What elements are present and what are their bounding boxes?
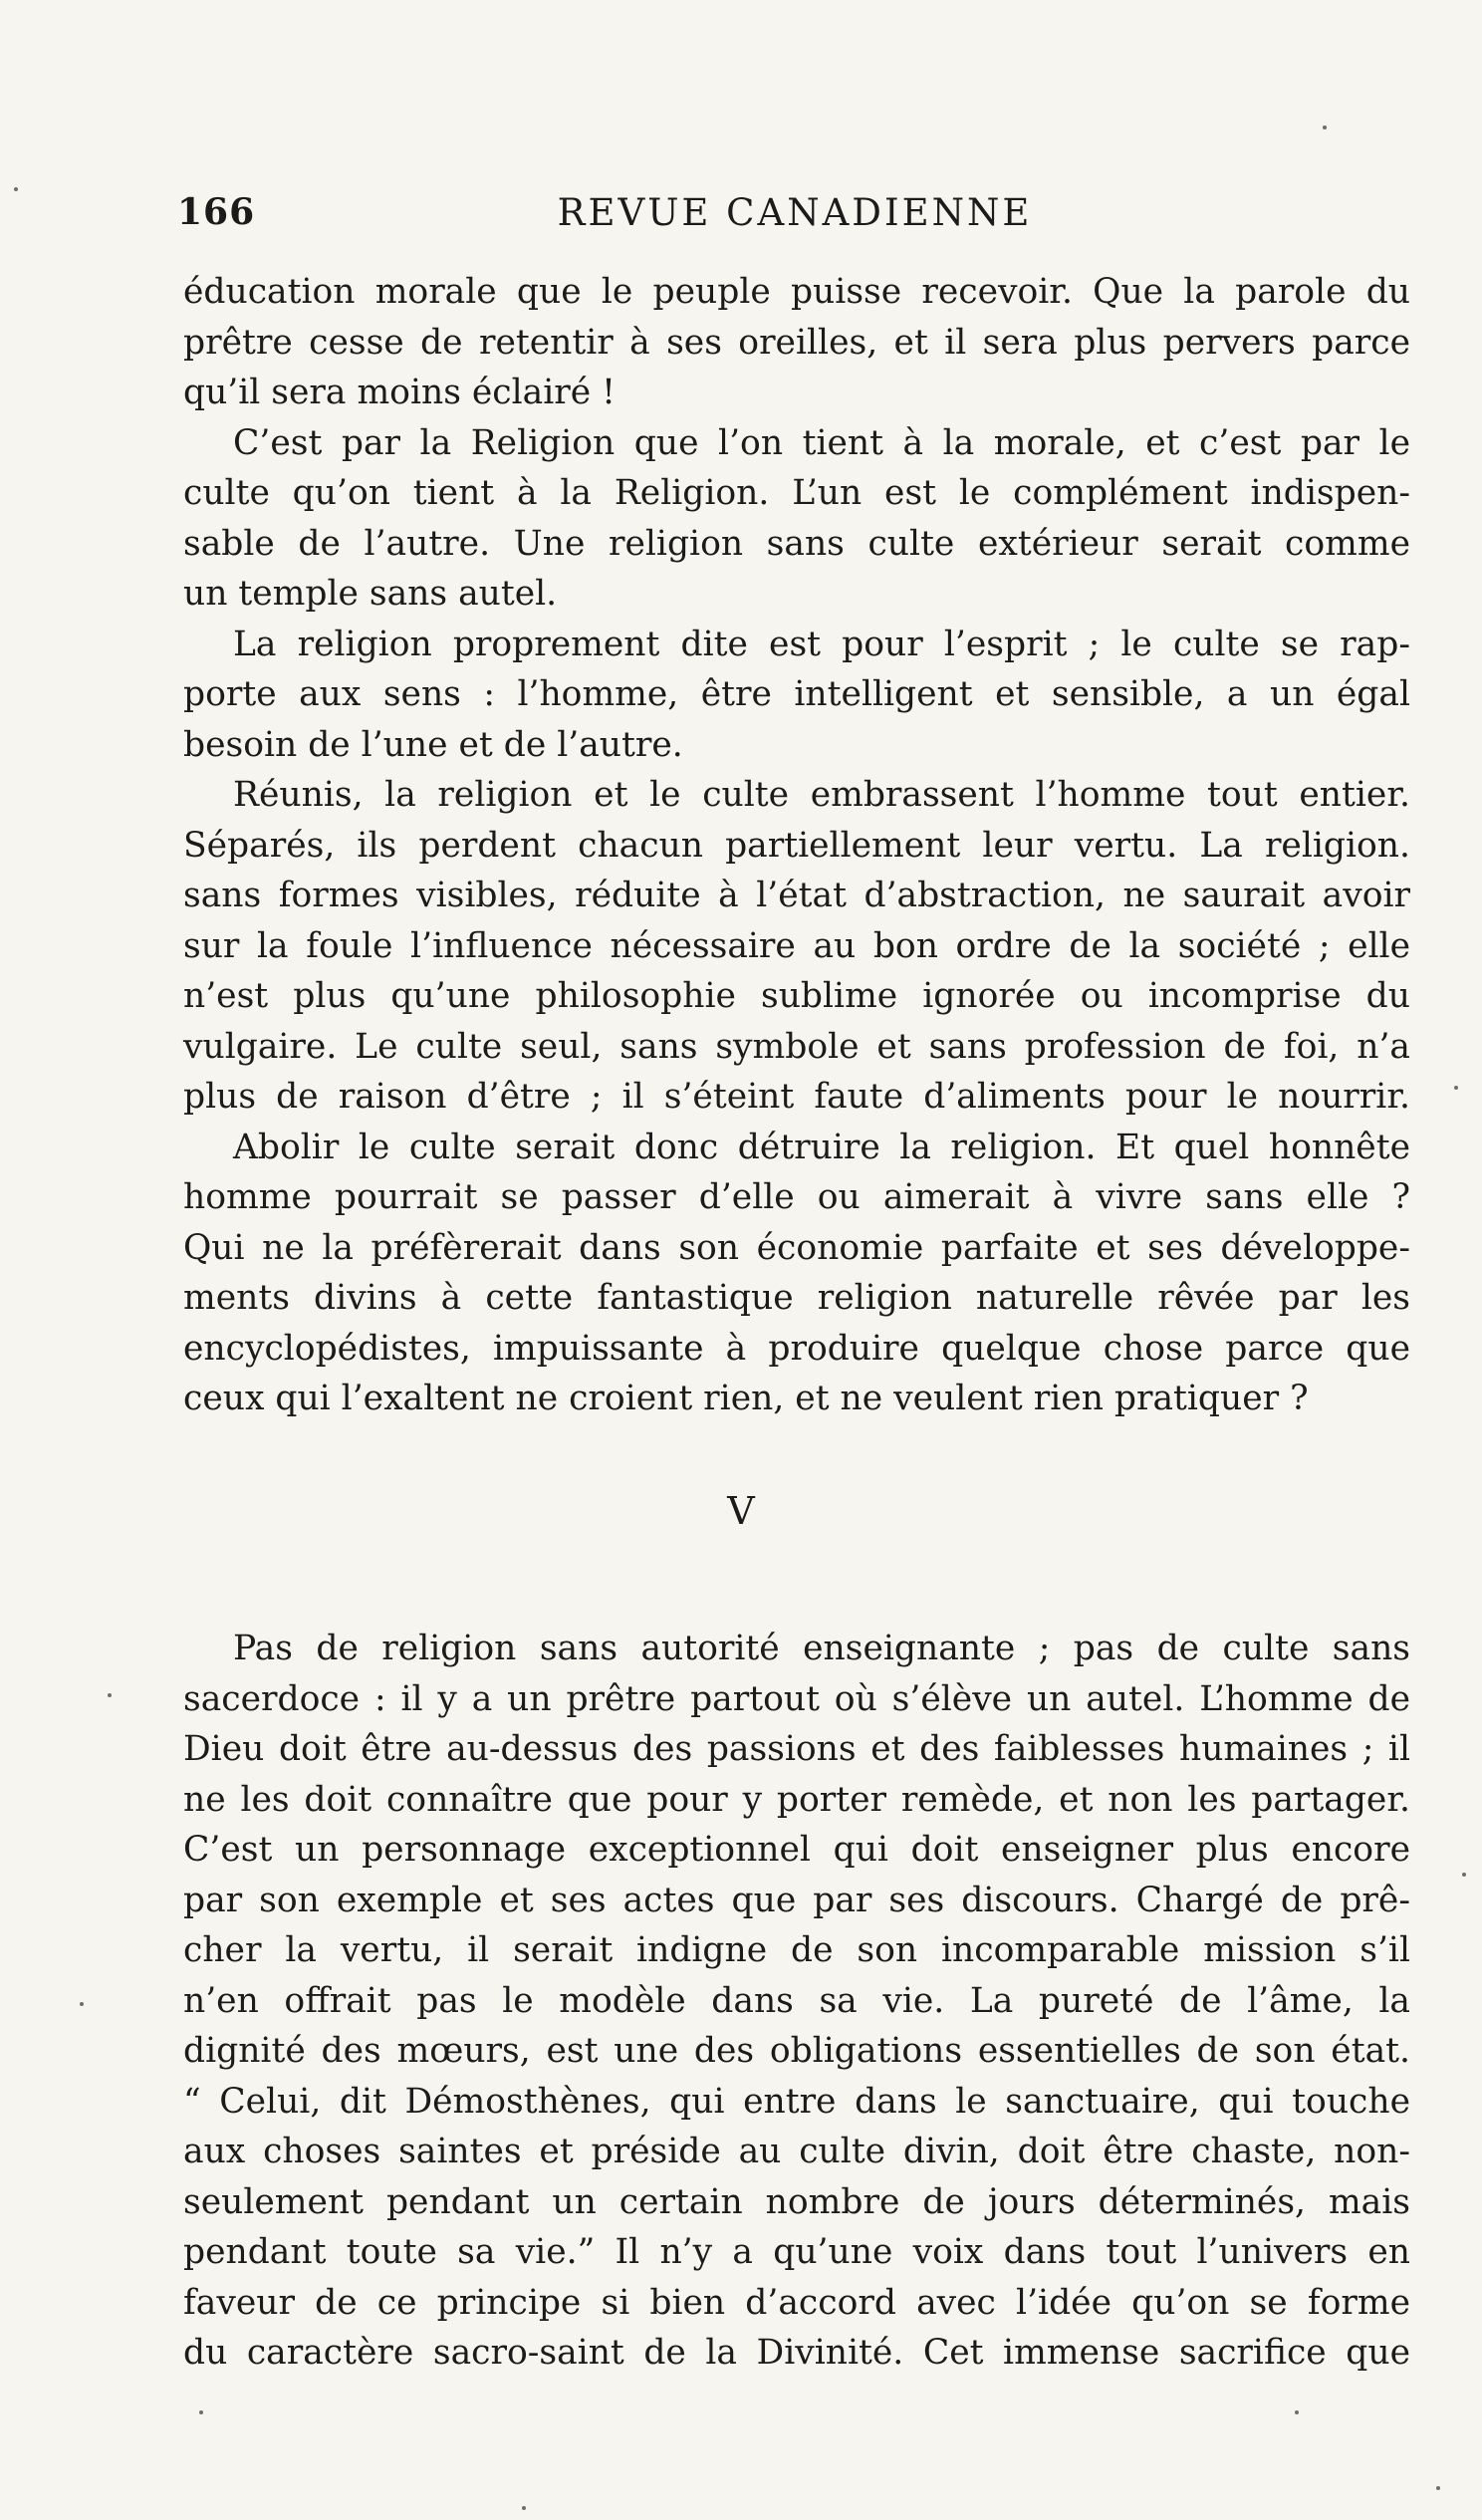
text-line: faveur de ce principe si bien d’accord avec l’idée qu’on se forme	[183, 2282, 1410, 2323]
text-line: homme pourrait se passer d’elle ou aimerait à vivre sans elle ?	[183, 1177, 1410, 1217]
text-line: par son exemple et ses actes que par ses discours. Chargé de prê-	[183, 1880, 1410, 1920]
page-number: 166	[177, 191, 256, 233]
scan-speck	[108, 1693, 112, 1697]
text-line: “ Celui, dit Démosthènes, qui entre dans le sanctuaire, qui touche	[183, 2081, 1410, 2122]
scan-speck	[14, 187, 18, 191]
text-line: besoin de l’une et de l’autre.	[183, 724, 683, 765]
text-line: cher la vertu, il serait indigne de son incomparable mission s’il	[183, 1930, 1410, 1970]
text-line: Réunis, la religion et le culte embrassent l’homme tout entier.	[233, 775, 1410, 815]
text-line: n’est plus qu’une philosophie sublime ignorée ou incomprise du	[183, 976, 1410, 1016]
text-line: sacerdoce : il y a un prêtre partout où s’élève un autel. L’homme de	[183, 1678, 1410, 1719]
text-line: ne les doit connaître que pour y porter remède, et non les partager.	[183, 1779, 1410, 1820]
scan-speck	[1436, 2486, 1440, 2490]
text-line: Abolir le culte serait donc détruire la religion. Et quel honnête	[233, 1127, 1410, 1167]
text-line: Qui ne la préfèrerait dans son économie parfaite et ses développe-	[183, 1227, 1410, 1268]
scan-speck	[1323, 126, 1327, 129]
text-line: encyclopédistes, impuissante à produire quelque chose parce que	[183, 1328, 1410, 1369]
text-line: aux choses saintes et préside au culte divin, doit être chaste, non-	[183, 2132, 1410, 2171]
text-line: du caractère sacro-saint de la Divinité. Cet immense sacrifice que	[183, 2333, 1410, 2373]
text-line: dignité des mœurs, est une des obligations essentielles de son état.	[183, 2031, 1410, 2071]
text-line: ments divins à cette fantastique religion naturelle rêvée par les	[183, 1278, 1410, 1318]
text-line: plus de raison d’être ; il s’éteint faute d’aliments pour le nourrir.	[183, 1077, 1410, 1117]
section-numeral: V	[727, 1489, 755, 1533]
scan-speck	[1462, 1873, 1466, 1877]
text-line: C’est par la Religion que l’on tient à la morale, et c’est par le	[233, 422, 1410, 463]
text-line: n’en offrait pas le modèle dans sa vie. La pureté de l’âme, la	[183, 1980, 1410, 2021]
text-line: C’est un personnage exceptionnel qui doit enseigner plus encore	[183, 1830, 1410, 1870]
text-line: porte aux sens : l’homme, être intelligent et sensible, a un égal	[183, 674, 1410, 714]
text-line: culte qu’on tient à la Religion. L’un est le complément indispen-	[183, 473, 1410, 513]
text-line: sur la foule l’influence nécessaire au bon ordre de la société ; elle	[183, 925, 1410, 966]
text-line: un temple sans autel.	[183, 574, 558, 614]
text-line: vulgaire. Le culte seul, sans symbole et sans profession de foi, n’a	[183, 1026, 1410, 1067]
scan-speck	[1454, 1086, 1458, 1090]
text-line: ceux qui l’exaltent ne croient rien, et ne veulent rien pratiquer ?	[183, 1379, 1309, 1418]
text-block-2	[183, 1624, 1410, 2379]
text-line: La religion proprement dite est pour l’esprit ; le culte se rap-	[233, 624, 1410, 664]
scan-speck	[522, 2506, 526, 2510]
text-line: éducation morale que le peuple puisse recevoir. Que la parole du	[183, 272, 1410, 312]
scan-speck	[80, 2002, 84, 2006]
text-line: pendant toute sa vie.” Il n’y a qu’une voix dans tout l’univers en	[183, 2232, 1410, 2272]
scan-speck	[1295, 2410, 1299, 2414]
text-line: prêtre cesse de retentir à ses oreilles, et il sera plus pervers parce	[183, 322, 1410, 363]
page-header	[177, 191, 1412, 241]
text-line: seulement pendant un certain nombre de jours déterminés, mais	[183, 2181, 1410, 2222]
scan-speck	[199, 2410, 203, 2414]
text-block-1	[183, 267, 1410, 1424]
text-line: sans formes visibles, réduite à l’état d’abstraction, ne saurait avoir	[183, 876, 1410, 915]
text-line: Séparés, ils perdent chacun partiellement leur vertu. La religion.	[183, 825, 1410, 866]
text-line: sable de l’autre. Une religion sans culte extérieur serait comme	[183, 523, 1410, 564]
text-line: Dieu doit être au-dessus des passions et des faiblesses humaines ; il	[183, 1729, 1410, 1769]
text-line: qu’il sera moins éclairé !	[183, 373, 616, 412]
running-title: REVUE CANADIENNE	[557, 191, 1033, 234]
text-line: Pas de religion sans autorité enseignante ; pas de culte sans	[233, 1629, 1410, 1668]
